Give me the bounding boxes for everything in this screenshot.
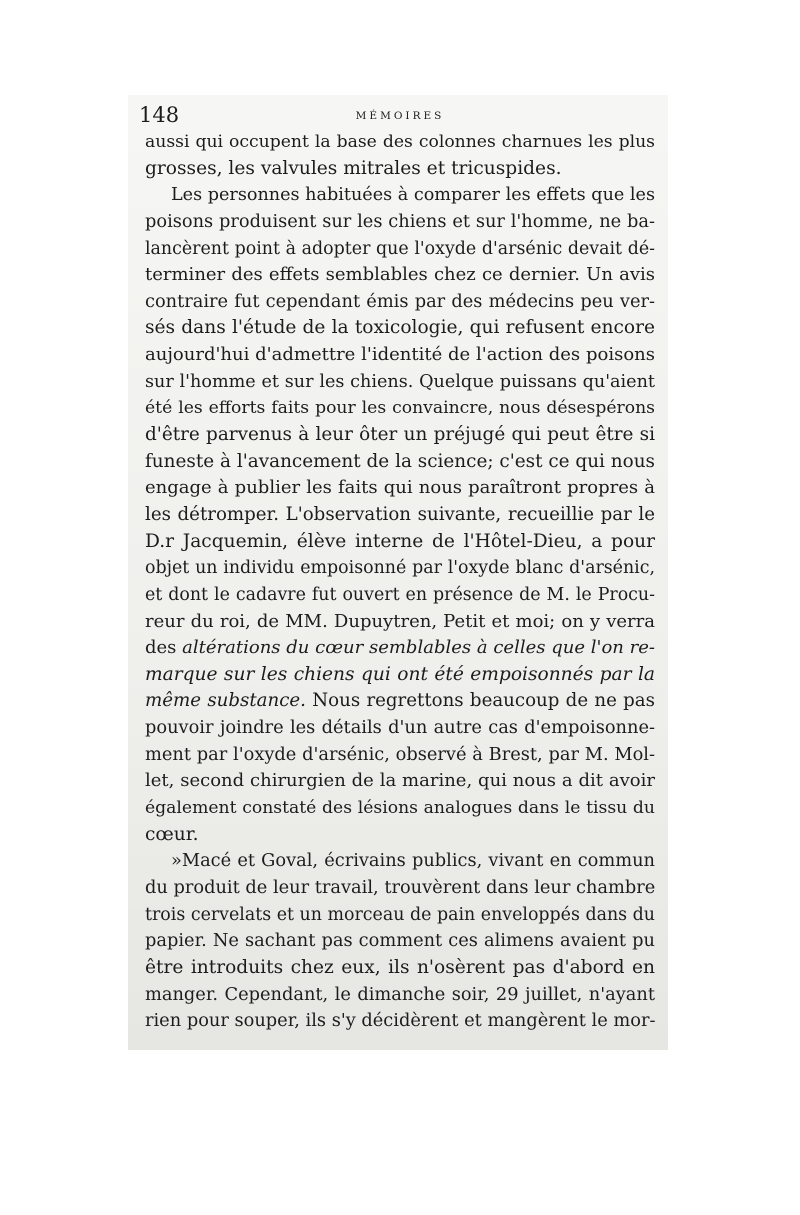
- text-line: aujourd'hui d'admettre l'identité de l'action des poisons: [145, 344, 655, 366]
- text-line: cœur.: [145, 823, 199, 845]
- text-line: sur l'homme et sur les chiens. Quelque puissans qu'aient: [145, 371, 655, 392]
- text-line: »Macé et Goval, écrivains publics, vivant en commun: [171, 850, 655, 872]
- italic-phrase: même substance.: [145, 690, 306, 712]
- text-line: les détromper. L'observation suivante, recueillie par le: [145, 503, 655, 525]
- text-line: manger. Cependant, le dimanche soir, 29 juillet, n'ayant: [145, 983, 655, 1005]
- text-line: terminer des effets semblables chez ce dernier. Un avis: [145, 264, 655, 286]
- page-number: 148: [139, 103, 180, 127]
- text-line: grosses, les valvules mitrales et tricuspides.: [145, 157, 562, 179]
- text-line: également constaté des lésions analogues dans le tissu du: [145, 798, 655, 819]
- text-line: d'être parvenus à leur ôter un préjugé qui peut être si: [145, 424, 655, 446]
- text-line: engage à publier les faits qui nous paraîtront propres à: [145, 477, 655, 499]
- page-text: [139, 103, 656, 1035]
- text-line: [145, 635, 655, 662]
- text-line: papier. Ne sachant pas comment ces alimens avaient pu: [145, 930, 655, 952]
- text-line: lancèrent point à adopter que l'oxyde d'arsénic devait dé-: [145, 238, 655, 259]
- text-line: être introduits chez eux, ils n'osèrent pas d'abord en: [145, 956, 655, 978]
- text-line: [145, 688, 655, 715]
- text-line: pouvoir joindre les détails d'un autre cas d'empoisonne-: [145, 717, 655, 739]
- text-line: trois cervelats et un morceau de pain enveloppés dans du: [145, 904, 655, 925]
- text-line: objet un individu empoisonné par l'oxyde blanc d'arsénic,: [145, 558, 655, 579]
- text-line: aussi qui occupent la base des colonnes charnues les plus: [145, 132, 655, 152]
- text-line: du produit de leur travail, trouvèrent dans leur chambre: [145, 876, 656, 898]
- text-line: D.r Jacquemin, élève interne de l'Hôtel-Dieu, a pour: [145, 530, 655, 552]
- text-line: let, second chirurgien de la marine, qui nous a dit avoir: [145, 770, 655, 792]
- text-line: et dont le cadavre fut ouvert en présence de M. le Procu-: [145, 584, 655, 605]
- page-header: [139, 103, 655, 129]
- text-line: funeste à l'avancement de la science; c'est ce qui nous: [145, 450, 655, 472]
- italic-phrase: marque sur les chiens qui ont été empoisonnés par la: [145, 663, 655, 685]
- text-line: été les efforts faits pour les convaincre, nous désespérons: [145, 398, 655, 419]
- running-head: MÉMOIRES: [355, 110, 445, 122]
- text-line: rien pour souper, ils s'y décidèrent et mangèrent le mor-: [145, 1010, 656, 1032]
- text-line: ment par l'oxyde d'arsénic, observé à Brest, par M. Mol-: [145, 743, 655, 765]
- text-line: Les personnes habituées à comparer les effets que les: [171, 185, 655, 206]
- text-line: reur du roi, de MM. Dupuytren, Petit et moi; on y verra: [145, 610, 655, 632]
- italic-phrase: altérations du cœur semblables à celles que l'on re-: [182, 637, 655, 659]
- text-line: poisons produisent sur les chiens et sur l'homme, ne ba-: [145, 210, 655, 232]
- text-run: des: [145, 637, 177, 659]
- text-line: sés dans l'étude de la toxicologie, qui refusent encore: [145, 317, 655, 339]
- text-run: Nous regrettons beaucoup de ne pas: [312, 690, 655, 712]
- text-line: contraire fut cependant émis par des médecins peu ver-: [145, 290, 655, 312]
- text-line: [145, 662, 655, 689]
